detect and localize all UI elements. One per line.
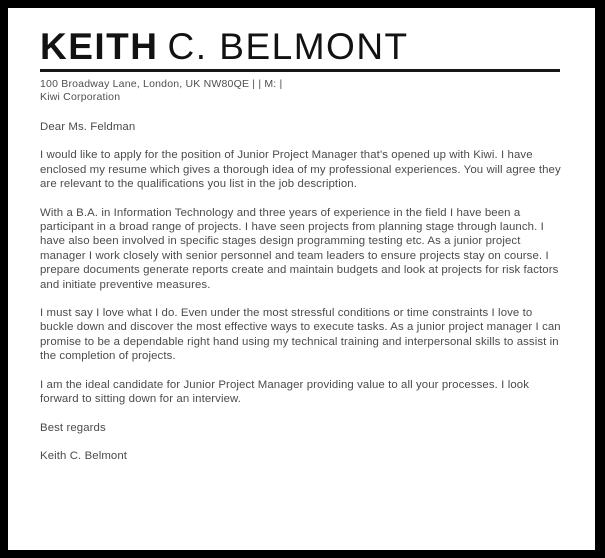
letter-paragraph: With a B.A. in Information Technology and three years of experience in the field I have been a participant in a broad range of projects. I have seen projects from planning stage through launch. I have also been involved in specific stages design programming testing etc. As a junior project manager I work closely with senior personnel and team leaders to ensure projects stay on course. I prepare documents generate reports create and maintain budgets and look at projects for risk factors and initiate preventive measures.: [40, 206, 559, 291]
contact-line: 100 Broadway Lane, London, UK NW80QE | | M: |: [40, 78, 283, 90]
author-last-name: C. BELMONT: [167, 26, 409, 67]
letter-page: [8, 8, 595, 550]
author-name: [40, 28, 569, 65]
header-rule: [40, 69, 560, 72]
closing: Best regards: [40, 421, 106, 434]
letter-paragraph: I must say I love what I do. Even under the most stressful conditions or time constraints I love to buckle down and discover the most effective ways to execute tasks. As a junior project manager I can promise to be a dependable right hand using my technical training and interpersonal skills to assist in the completion of projects.: [40, 307, 561, 363]
letter-paragraphs: [40, 148, 569, 406]
signature-name: Keith C. Belmont: [40, 449, 128, 462]
author-first-name: KEITH: [40, 26, 159, 67]
letter-body: [40, 120, 569, 463]
letter-paragraph: I am the ideal candidate for Junior Project Manager providing value to all your processes. I look forward to sitting down for an interview.: [40, 378, 529, 406]
letter-paragraph: I would like to apply for the position of Junior Project Manager that's opened up with Kiwi. I have enclosed my resume which gives a thorough idea of my professional experiences. You will agree they are relevant to the qualifications you list in the job description.: [40, 149, 561, 191]
salutation: Dear Ms. Feldman: [40, 121, 136, 133]
letter-header: [40, 28, 569, 103]
company-name: Kiwi Corporation: [40, 91, 121, 103]
